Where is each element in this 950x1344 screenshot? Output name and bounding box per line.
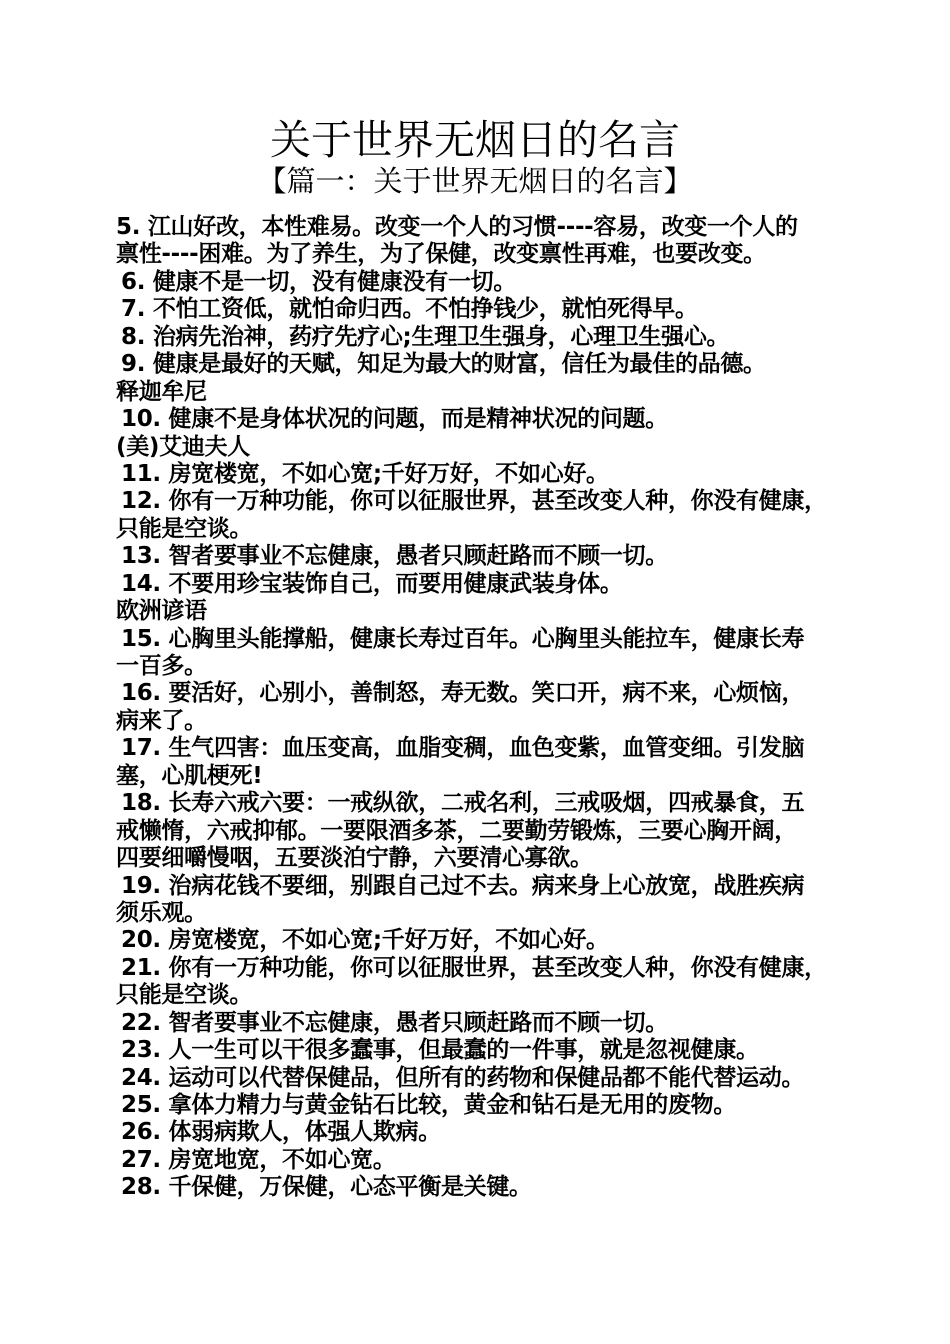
text-line: (美)艾迪夫人 bbox=[116, 433, 250, 460]
text-line: 17. 生气四害：血压变高，血脂变稠，血色变紫，血管变细。引发脑 bbox=[121, 735, 805, 762]
text-line: 禀性----困难。为了养生，为了保健，改变禀性再难，也要改变。 bbox=[116, 241, 766, 268]
text-line: 19. 治病花钱不要细，别跟自己过不去。病来身上心放宽，战胜疾病 bbox=[121, 872, 805, 899]
text-line: 25. 拿体力精力与黄金钻石比较，黄金和钻石是无用的废物。 bbox=[121, 1092, 737, 1118]
text-line: 28. 千保健，万保健，心态平衡是关键。 bbox=[121, 1174, 532, 1201]
text-line: 6. 健康不是一切，没有健康没有一切。 bbox=[121, 268, 517, 295]
text-line: 10. 健康不是身体状况的问题，而是精神状况的问题。 bbox=[121, 406, 668, 433]
text-line: 12. 你有一万种功能，你可以征服世界，甚至改变人种，你没有健康， bbox=[121, 488, 827, 515]
text-line: 释迦牟尼 bbox=[116, 378, 207, 405]
text-line: 11. 房宽楼宽，不如心宽;千好万好，不如心好。 bbox=[121, 460, 609, 487]
page-subtitle: 【篇一：关于世界无烟日的名言】 bbox=[257, 164, 693, 198]
text-line: 13. 智者要事业不忘健康，愚者只顾赶路而不顾一切。 bbox=[121, 543, 668, 570]
text-line: 戒懒惰，六戒抑郁。一要限酒多茶，二要勤劳锻炼，三要心胸开阔， bbox=[116, 817, 798, 844]
text-line: 26. 体弱病欺人，体强人欺病。 bbox=[121, 1119, 441, 1146]
text-line: 塞，心肌梗死! bbox=[116, 762, 263, 789]
text-line: 22. 智者要事业不忘健康，愚者只顾赶路而不顾一切。 bbox=[121, 1009, 668, 1036]
text-line: 20. 房宽楼宽，不如心宽;千好万好，不如心好。 bbox=[121, 927, 609, 954]
text-line: 7. 不怕工资低，就怕命归西。不怕挣钱少，就怕死得早。 bbox=[121, 296, 698, 323]
text-line: 24. 运动可以代替保健品，但所有的药物和保健品都不能代替运动。 bbox=[121, 1064, 805, 1091]
text-line: 16. 要活好，心别小，善制怒，寿无数。笑口开，病不来，心烦恼， bbox=[121, 680, 805, 707]
text-line: 14. 不要用珍宝装饰自己，而要用健康武装身体。 bbox=[121, 570, 623, 597]
quote-list bbox=[116, 214, 856, 1202]
text-line: 18. 长寿六戒六要：一戒纵欲，二戒名利，三戒吸烟，四戒暴食，五 bbox=[121, 790, 805, 817]
text-line: 21. 你有一万种功能，你可以征服世界，甚至改变人种，你没有健康， bbox=[121, 954, 827, 981]
page-title: 关于世界无烟日的名言 bbox=[270, 116, 680, 164]
text-line: 8. 治病先治神，药疗先疗心;生理卫生强身，心理卫生强心。 bbox=[121, 323, 730, 350]
text-line: 欧洲谚语 bbox=[116, 598, 207, 625]
text-line: 病来了。 bbox=[116, 707, 207, 734]
text-line: 9. 健康是最好的天赋，知足为最大的财富，信任为最佳的品德。 bbox=[121, 351, 766, 378]
text-line: 15. 心胸里头能撑船，健康长寿过百年。心胸里头能拉车，健康长寿 bbox=[121, 625, 805, 652]
text-line: 四要细嚼慢咽，五要淡泊宁静，六要清心寡欲。 bbox=[116, 845, 593, 872]
text-line: 23. 人一生可以干很多蠢事，但最蠢的一件事，就是忽视健康。 bbox=[121, 1037, 759, 1064]
text-line: 只能是空谈。 bbox=[116, 515, 253, 542]
text-line: 5. 江山好改，本性难易。改变一个人的习惯----容易，改变一个人的 bbox=[116, 214, 798, 240]
text-line: 须乐观。 bbox=[116, 899, 207, 926]
text-line: 只能是空谈。 bbox=[116, 982, 253, 1009]
text-line: 一百多。 bbox=[116, 653, 207, 679]
text-line: 27. 房宽地宽，不如心宽。 bbox=[121, 1146, 396, 1173]
